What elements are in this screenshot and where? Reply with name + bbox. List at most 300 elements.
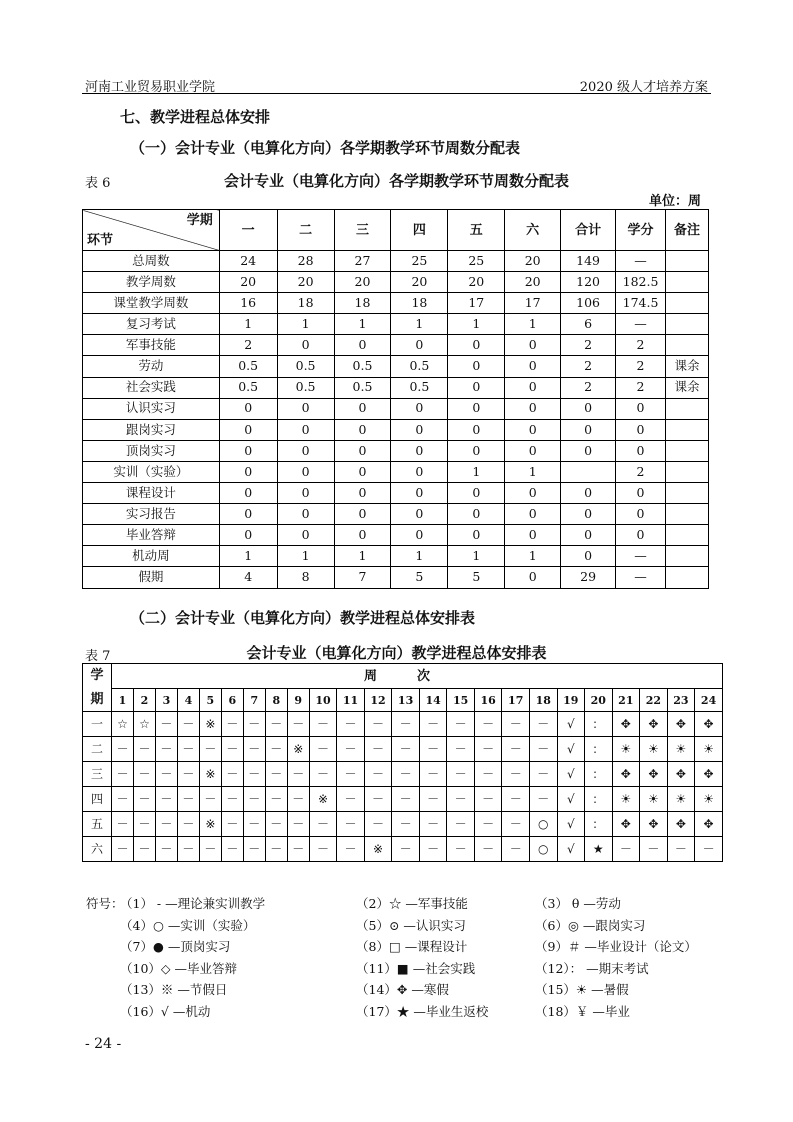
week-number: 17 xyxy=(502,689,530,712)
schedule-cell: － xyxy=(474,712,502,737)
weeks-allocation-table xyxy=(82,209,709,589)
table-cell: 0 xyxy=(334,504,391,525)
table-cell: 1 xyxy=(219,546,277,567)
table-cell: 0 xyxy=(448,356,505,377)
schedule-cell: － xyxy=(155,837,177,862)
schedule-cell: － xyxy=(474,737,502,762)
table-cell xyxy=(666,419,709,440)
table-cell: 28 xyxy=(277,251,334,272)
schedule-cell: － xyxy=(502,762,530,787)
legend-item: （4）○ —实训（实验） xyxy=(120,917,256,933)
legend-item: （11）■ —社会实践 xyxy=(356,960,476,976)
header-school: 河南工业贸易职业学院 xyxy=(85,80,216,95)
row-label: 毕业答辩 xyxy=(83,525,220,546)
table-cell: 20 xyxy=(505,272,561,293)
schedule-cell: － xyxy=(243,737,265,762)
table-cell: 0 xyxy=(391,398,448,419)
schedule-cell: － xyxy=(447,712,475,737)
table-cell: 149 xyxy=(561,251,616,272)
table-cell xyxy=(666,272,709,293)
legend-item: （1） - —理论兼实训教学 xyxy=(120,896,266,911)
table-cell: 1 xyxy=(334,546,391,567)
table-cell: 18 xyxy=(391,293,448,314)
table-cell: — xyxy=(616,567,666,588)
table-cell: 0 xyxy=(448,335,505,356)
schedule-cell: － xyxy=(265,837,287,862)
week-number: 21 xyxy=(612,689,640,712)
row-label: 假期 xyxy=(83,567,220,588)
schedule-cell: － xyxy=(287,712,309,737)
table-cell: 0 xyxy=(448,440,505,461)
table-row xyxy=(83,419,709,440)
table-cell: 4 xyxy=(219,567,277,588)
schedule-cell: － xyxy=(364,812,392,837)
table-cell: 0.5 xyxy=(334,377,391,398)
schedule-cell: － xyxy=(177,837,199,862)
legend-item: （6）◎ —跟岗实习 xyxy=(535,917,646,933)
week-number: 16 xyxy=(474,689,502,712)
schedule-cell: ☀ xyxy=(695,737,723,762)
table-row xyxy=(83,712,723,737)
schedule-cell: － xyxy=(177,787,199,812)
schedule-cell: ☀ xyxy=(667,787,695,812)
table-cell: — xyxy=(616,314,666,335)
table-cell: 0 xyxy=(277,335,334,356)
table-cell: 0 xyxy=(616,419,666,440)
schedule-cell: － xyxy=(265,787,287,812)
schedule-cell: － xyxy=(612,837,640,862)
table-cell: 0 xyxy=(505,356,561,377)
table-row xyxy=(83,737,723,762)
table-cell: 1 xyxy=(334,314,391,335)
table-cell: 课余 xyxy=(666,356,709,377)
schedule-cell: － xyxy=(392,737,420,762)
table-cell: 0 xyxy=(561,440,616,461)
table-cell: 0 xyxy=(448,525,505,546)
schedule-cell: √ xyxy=(557,762,585,787)
table-cell: 0 xyxy=(391,461,448,482)
table-cell: 2 xyxy=(561,335,616,356)
schedule-cell: ☆ xyxy=(112,712,134,737)
schedule-cell: √ xyxy=(557,737,585,762)
schedule-cell: － xyxy=(112,787,134,812)
schedule-cell: ： xyxy=(585,712,613,737)
semester-label: 三 xyxy=(83,762,112,787)
table-cell: 0 xyxy=(219,525,277,546)
table-cell: 0.5 xyxy=(391,356,448,377)
schedule-cell: － xyxy=(364,737,392,762)
legend-item: （10）◇ —毕业答辩 xyxy=(120,960,237,976)
schedule-cell: ○ xyxy=(529,812,557,837)
row-label: 课程设计 xyxy=(83,483,220,504)
week-number: 22 xyxy=(640,689,668,712)
table-cell: 2 xyxy=(219,335,277,356)
row-label: 跟岗实习 xyxy=(83,419,220,440)
table-cell: 106 xyxy=(561,293,616,314)
table-cell: 0 xyxy=(448,483,505,504)
table-cell: 0.5 xyxy=(219,356,277,377)
table-cell: 20 xyxy=(334,272,391,293)
legend-item: （5）⊙ —认识实习 xyxy=(356,917,466,933)
week-number: 6 xyxy=(221,689,243,712)
schedule-cell: － xyxy=(155,712,177,737)
week-number: 10 xyxy=(309,689,337,712)
legend-item: （16）√ —机动 xyxy=(120,1003,211,1019)
teaching-schedule-table xyxy=(82,663,723,862)
legend-item: （9）＃ —毕业设计（论文） xyxy=(535,939,697,954)
schedule-cell: ☀ xyxy=(612,787,640,812)
week-number: 13 xyxy=(392,689,420,712)
schedule-cell: ※ xyxy=(199,712,221,737)
table-cell xyxy=(666,525,709,546)
table-cell: 17 xyxy=(505,293,561,314)
schedule-cell: － xyxy=(474,812,502,837)
table-cell: 0 xyxy=(334,461,391,482)
table-cell: 0 xyxy=(219,398,277,419)
table-cell: 0 xyxy=(616,398,666,419)
table-cell: 2 xyxy=(616,356,666,377)
table-row xyxy=(83,837,723,862)
semester-label: 四 xyxy=(83,787,112,812)
table-cell: 0 xyxy=(505,377,561,398)
schedule-cell: ✥ xyxy=(695,712,723,737)
table6-label: 表 6 xyxy=(85,176,111,191)
table-cell: 18 xyxy=(277,293,334,314)
table-cell: 0.5 xyxy=(277,377,334,398)
week-number: 12 xyxy=(364,689,392,712)
table-row xyxy=(83,787,723,812)
row-label: 社会实践 xyxy=(83,377,220,398)
table-cell: 0 xyxy=(277,440,334,461)
week-number: 20 xyxy=(585,689,613,712)
schedule-cell: － xyxy=(474,837,502,862)
row-label: 课堂教学周数 xyxy=(83,293,220,314)
schedule-cell: ✥ xyxy=(667,712,695,737)
table-cell: 0 xyxy=(219,504,277,525)
schedule-cell: － xyxy=(419,787,447,812)
schedule-cell: － xyxy=(447,837,475,862)
row-label: 教学周数 xyxy=(83,272,220,293)
table-cell: 0 xyxy=(448,398,505,419)
table-cell: 0.5 xyxy=(219,377,277,398)
table-cell: 0 xyxy=(616,525,666,546)
semester-label: 一 xyxy=(83,712,112,737)
table-cell: 17 xyxy=(448,293,505,314)
table-cell: 0 xyxy=(616,483,666,504)
schedule-cell: － xyxy=(133,837,155,862)
week-number: 8 xyxy=(265,689,287,712)
table-row xyxy=(83,272,709,293)
table-row xyxy=(83,461,709,482)
row-label: 实习报告 xyxy=(83,504,220,525)
table-row xyxy=(83,525,709,546)
table-cell: 0 xyxy=(277,419,334,440)
schedule-cell: － xyxy=(419,837,447,862)
week-number: 9 xyxy=(287,689,309,712)
table-cell: 174.5 xyxy=(616,293,666,314)
schedule-cell: ✥ xyxy=(695,762,723,787)
schedule-cell: － xyxy=(221,837,243,862)
legend-prefix: 符号： xyxy=(86,896,124,911)
table-row xyxy=(83,440,709,461)
table-cell: 0 xyxy=(448,419,505,440)
table-cell: 2 xyxy=(616,461,666,482)
table-row xyxy=(83,812,723,837)
table-cell: 16 xyxy=(219,293,277,314)
week-number: 19 xyxy=(557,689,585,712)
schedule-cell: － xyxy=(337,837,365,862)
schedule-cell: － xyxy=(177,712,199,737)
schedule-cell: － xyxy=(447,787,475,812)
column-header: 备注 xyxy=(666,210,709,251)
row-label: 认识实习 xyxy=(83,398,220,419)
table-cell: 20 xyxy=(277,272,334,293)
schedule-cell: ： xyxy=(585,737,613,762)
table-cell: 0 xyxy=(219,461,277,482)
table7-title: 会计专业（电算化方向）教学进程总体安排表 xyxy=(246,644,547,662)
schedule-cell: － xyxy=(392,712,420,737)
legend-item: （3） θ —劳动 xyxy=(535,896,621,911)
schedule-cell: ✥ xyxy=(612,712,640,737)
table-cell: 0 xyxy=(219,483,277,504)
schedule-cell: √ xyxy=(557,812,585,837)
schedule-cell: － xyxy=(221,762,243,787)
row-label: 实训（实验） xyxy=(83,461,220,482)
schedule-cell: － xyxy=(337,762,365,787)
schedule-cell: ： xyxy=(585,812,613,837)
table-cell: 0.5 xyxy=(334,356,391,377)
table-cell xyxy=(666,398,709,419)
schedule-cell: ※ xyxy=(199,762,221,787)
table-cell: 2 xyxy=(561,377,616,398)
table-cell xyxy=(666,293,709,314)
table-cell: 0 xyxy=(448,377,505,398)
table-cell: 25 xyxy=(448,251,505,272)
semester-label: 六 xyxy=(83,837,112,862)
table-row xyxy=(83,377,709,398)
schedule-cell: ※ xyxy=(199,812,221,837)
legend-item: （15）☀ —暑假 xyxy=(535,982,629,997)
table-cell: 0 xyxy=(391,504,448,525)
schedule-cell: － xyxy=(243,787,265,812)
schedule-cell: － xyxy=(287,837,309,862)
schedule-cell: － xyxy=(419,712,447,737)
schedule-cell: － xyxy=(695,837,723,862)
table-cell: 0 xyxy=(505,440,561,461)
schedule-cell: － xyxy=(287,762,309,787)
table-cell: 1 xyxy=(219,314,277,335)
table-cell: 0 xyxy=(561,525,616,546)
table-cell: — xyxy=(616,251,666,272)
table-cell: 1 xyxy=(448,314,505,335)
row-label: 顶岗实习 xyxy=(83,440,220,461)
table-cell: 0.5 xyxy=(391,377,448,398)
header-divider xyxy=(82,93,711,94)
schedule-cell: － xyxy=(112,812,134,837)
schedule-cell: － xyxy=(155,787,177,812)
table-cell: 20 xyxy=(505,251,561,272)
legend-item: （17）★ —毕业生返校 xyxy=(356,1003,489,1019)
table-row xyxy=(83,335,709,356)
table-row xyxy=(83,314,709,335)
table-row xyxy=(83,546,709,567)
legend-item: （13）※ —节假日 xyxy=(120,982,228,997)
schedule-cell: － xyxy=(447,762,475,787)
schedule-cell: － xyxy=(474,762,502,787)
schedule-cell: － xyxy=(287,787,309,812)
row-label: 机动周 xyxy=(83,546,220,567)
week-number: 5 xyxy=(199,689,221,712)
table-cell: 0 xyxy=(219,419,277,440)
schedule-cell: － xyxy=(112,837,134,862)
schedule-cell: ✥ xyxy=(695,812,723,837)
table-cell: 0 xyxy=(391,483,448,504)
schedule-cell: ※ xyxy=(287,737,309,762)
table-cell xyxy=(666,440,709,461)
schedule-cell: √ xyxy=(557,787,585,812)
schedule-cell: － xyxy=(337,787,365,812)
schedule-cell: － xyxy=(364,762,392,787)
schedule-cell: － xyxy=(177,737,199,762)
schedule-cell: ☀ xyxy=(695,787,723,812)
schedule-cell: － xyxy=(529,712,557,737)
table-row xyxy=(83,483,709,504)
header-program: 2020 级人才培养方案 xyxy=(579,80,708,95)
schedule-cell: ☀ xyxy=(640,737,668,762)
schedule-cell: － xyxy=(155,762,177,787)
week-number: 14 xyxy=(419,689,447,712)
table-cell: 27 xyxy=(334,251,391,272)
schedule-cell: － xyxy=(112,737,134,762)
schedule-cell: － xyxy=(133,787,155,812)
schedule-cell: － xyxy=(221,712,243,737)
table-cell: 0 xyxy=(561,483,616,504)
table-cell: 0 xyxy=(616,440,666,461)
table-cell xyxy=(666,335,709,356)
subsection-2-title: （二）会计专业（电算化方向）教学进程总体安排表 xyxy=(130,609,476,627)
table-row xyxy=(83,356,709,377)
table-cell: 0 xyxy=(334,398,391,419)
table-cell: 0 xyxy=(616,504,666,525)
schedule-cell: ✥ xyxy=(640,712,668,737)
schedule-cell: ☀ xyxy=(667,737,695,762)
legend-item: （8）□ —课程设计 xyxy=(356,939,468,954)
table-cell: 0 xyxy=(334,525,391,546)
table-row xyxy=(83,567,709,588)
table-cell: 0 xyxy=(505,567,561,588)
table-cell: 18 xyxy=(334,293,391,314)
schedule-cell: － xyxy=(265,812,287,837)
schedule-cell: － xyxy=(502,712,530,737)
schedule-cell: － xyxy=(199,737,221,762)
column-header: 学分 xyxy=(616,210,666,251)
schedule-cell: ： xyxy=(585,762,613,787)
schedule-cell: － xyxy=(392,762,420,787)
legend-item: （2）☆ —军事技能 xyxy=(356,896,468,911)
schedule-cell: － xyxy=(667,837,695,862)
schedule-cell: － xyxy=(447,812,475,837)
schedule-cell: － xyxy=(309,837,337,862)
schedule-cell: － xyxy=(243,837,265,862)
table-cell: 20 xyxy=(391,272,448,293)
column-header: 二 xyxy=(277,210,334,251)
schedule-cell: － xyxy=(155,812,177,837)
row-label: 军事技能 xyxy=(83,335,220,356)
schedule-cell: － xyxy=(364,712,392,737)
table-cell: 0 xyxy=(277,504,334,525)
column-header: 六 xyxy=(505,210,561,251)
schedule-cell: － xyxy=(419,737,447,762)
table-cell: 1 xyxy=(391,546,448,567)
schedule-cell: √ xyxy=(557,837,585,862)
table-cell: 2 xyxy=(616,377,666,398)
table-cell: 0 xyxy=(561,504,616,525)
week-number: 18 xyxy=(529,689,557,712)
schedule-cell: － xyxy=(177,762,199,787)
column-header: 四 xyxy=(391,210,448,251)
week-number: 11 xyxy=(337,689,365,712)
table-cell xyxy=(666,504,709,525)
table-cell: 20 xyxy=(219,272,277,293)
subsection-1-title: （一）会计专业（电算化方向）各学期教学环节周数分配表 xyxy=(130,139,521,157)
column-header: 三 xyxy=(334,210,391,251)
schedule-cell: － xyxy=(287,812,309,837)
table-cell: 1 xyxy=(505,314,561,335)
legend-item: （12）： —期末考试 xyxy=(535,960,649,976)
row-label: 复习考试 xyxy=(83,314,220,335)
table-cell: 0 xyxy=(277,483,334,504)
table-cell: 1 xyxy=(277,314,334,335)
table-cell: 0 xyxy=(391,525,448,546)
schedule-cell: ✥ xyxy=(640,762,668,787)
schedule-cell: － xyxy=(133,812,155,837)
schedule-cell: － xyxy=(502,737,530,762)
schedule-cell: － xyxy=(309,762,337,787)
legend-item: （7）● —顶岗实习 xyxy=(120,939,231,954)
table-cell: 2 xyxy=(561,356,616,377)
table-cell: 0 xyxy=(505,335,561,356)
table-row xyxy=(83,762,723,787)
schedule-cell: － xyxy=(529,762,557,787)
table-cell: 1 xyxy=(505,546,561,567)
table-cell: 0 xyxy=(277,398,334,419)
table-cell xyxy=(666,251,709,272)
table-row xyxy=(83,293,709,314)
schedule-cell: － xyxy=(337,712,365,737)
schedule-cell: ✥ xyxy=(612,812,640,837)
table-cell: 0 xyxy=(334,419,391,440)
table6-title: 会计专业（电算化方向）各学期教学环节周数分配表 xyxy=(223,172,569,190)
table-cell: 0 xyxy=(505,483,561,504)
legend-item: （14）✥ —寒假 xyxy=(356,982,449,997)
table-cell: 20 xyxy=(448,272,505,293)
schedule-cell: － xyxy=(529,787,557,812)
table-cell xyxy=(666,314,709,335)
table-cell: 1 xyxy=(448,461,505,482)
semester-header: 学 期 xyxy=(83,664,112,712)
schedule-cell: － xyxy=(243,812,265,837)
schedule-cell: － xyxy=(392,787,420,812)
schedule-cell: － xyxy=(419,762,447,787)
table-cell xyxy=(666,546,709,567)
table-cell: 0.5 xyxy=(277,356,334,377)
table6-unit: 单位：周 xyxy=(648,194,701,209)
table-cell: 0 xyxy=(505,419,561,440)
table7-label: 表 7 xyxy=(85,649,111,664)
schedule-cell: √ xyxy=(557,712,585,737)
table-row xyxy=(83,398,709,419)
schedule-cell: ○ xyxy=(529,837,557,862)
